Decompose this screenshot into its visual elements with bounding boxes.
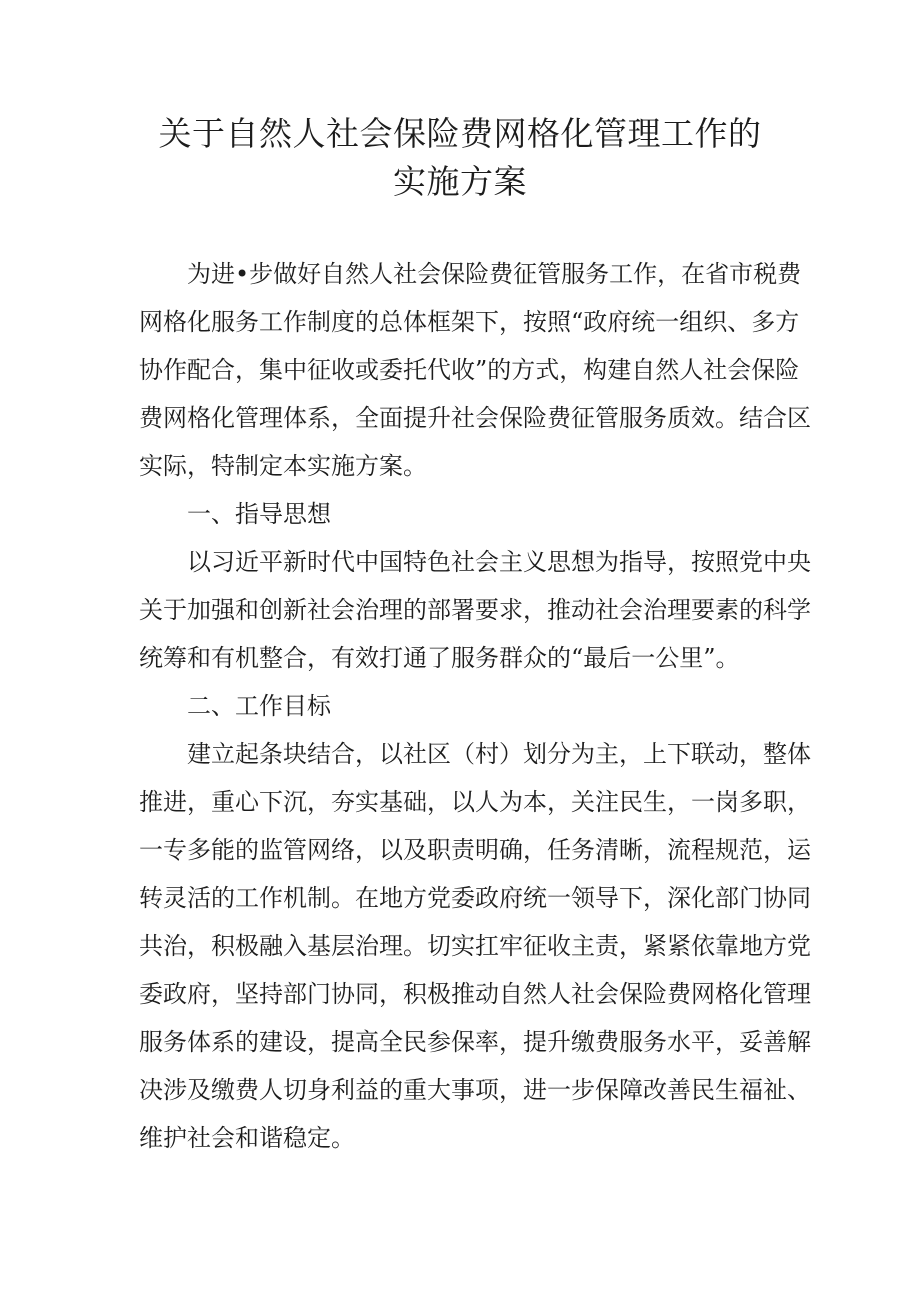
- section2-line: 建立起条块结合，以社区（村）划分为主，上下联动，整体: [187, 740, 811, 768]
- document-title-line-1: 关于自然人社会保险费网格化管理工作的: [158, 114, 762, 153]
- intro-line: 网格化服务工作制度的总体框架下，按照“政府统一组织、多方: [139, 308, 800, 336]
- section1-line: 以习近平新时代中国特色社会主义思想为指导，按照党中央: [187, 548, 811, 576]
- intro-line: 费网格化管理体系，全面提升社会保险费征管服务质效。结合区: [139, 404, 811, 432]
- section2-line: 推进，重心下沉，夯实基础，以人为本，关注民生，一岗多职，: [139, 788, 811, 816]
- section2-line: 委政府，坚持部门协同，积极推动自然人社会保险费网格化管理: [139, 980, 811, 1008]
- section2-line: 转灵活的工作机制。在地方党委政府统一领导下，深化部门协同: [139, 884, 811, 912]
- section1-line: 统筹和有机整合，有效打通了服务群众的“最后一公里”。: [139, 644, 740, 672]
- intro-line: 协作配合，集中征收或委托代收”的方式，构建自然人社会保险: [139, 356, 800, 384]
- section1-line: 关于加强和创新社会治理的部署要求，推动社会治理要素的科学: [139, 596, 811, 624]
- section2-line: 共治，积极融入基层治理。切实扛牢征收主责，紧紧依靠地方党: [139, 932, 811, 960]
- intro-line: 实际，特制定本实施方案。: [139, 452, 427, 480]
- section2-line: 一专多能的监管网络，以及职责明确，任务清晰，流程规范，运: [139, 836, 811, 864]
- section2-line: 决涉及缴费人切身利益的重大事项，进一步保障改善民生福祉、: [139, 1076, 811, 1104]
- section-heading-guiding-ideology: 一、指导思想: [187, 500, 331, 528]
- intro-line: 为进•步做好自然人社会保险费征管服务工作，在省市税费: [187, 260, 802, 288]
- document-title-line-2: 实施方案: [393, 162, 527, 201]
- section2-line: 服务体系的建设，提高全民参保率，提升缴费服务水平，妥善解: [139, 1028, 811, 1056]
- section-heading-work-goals: 二、工作目标: [187, 692, 331, 720]
- section2-line: 维护社会和谐稳定。: [139, 1124, 355, 1152]
